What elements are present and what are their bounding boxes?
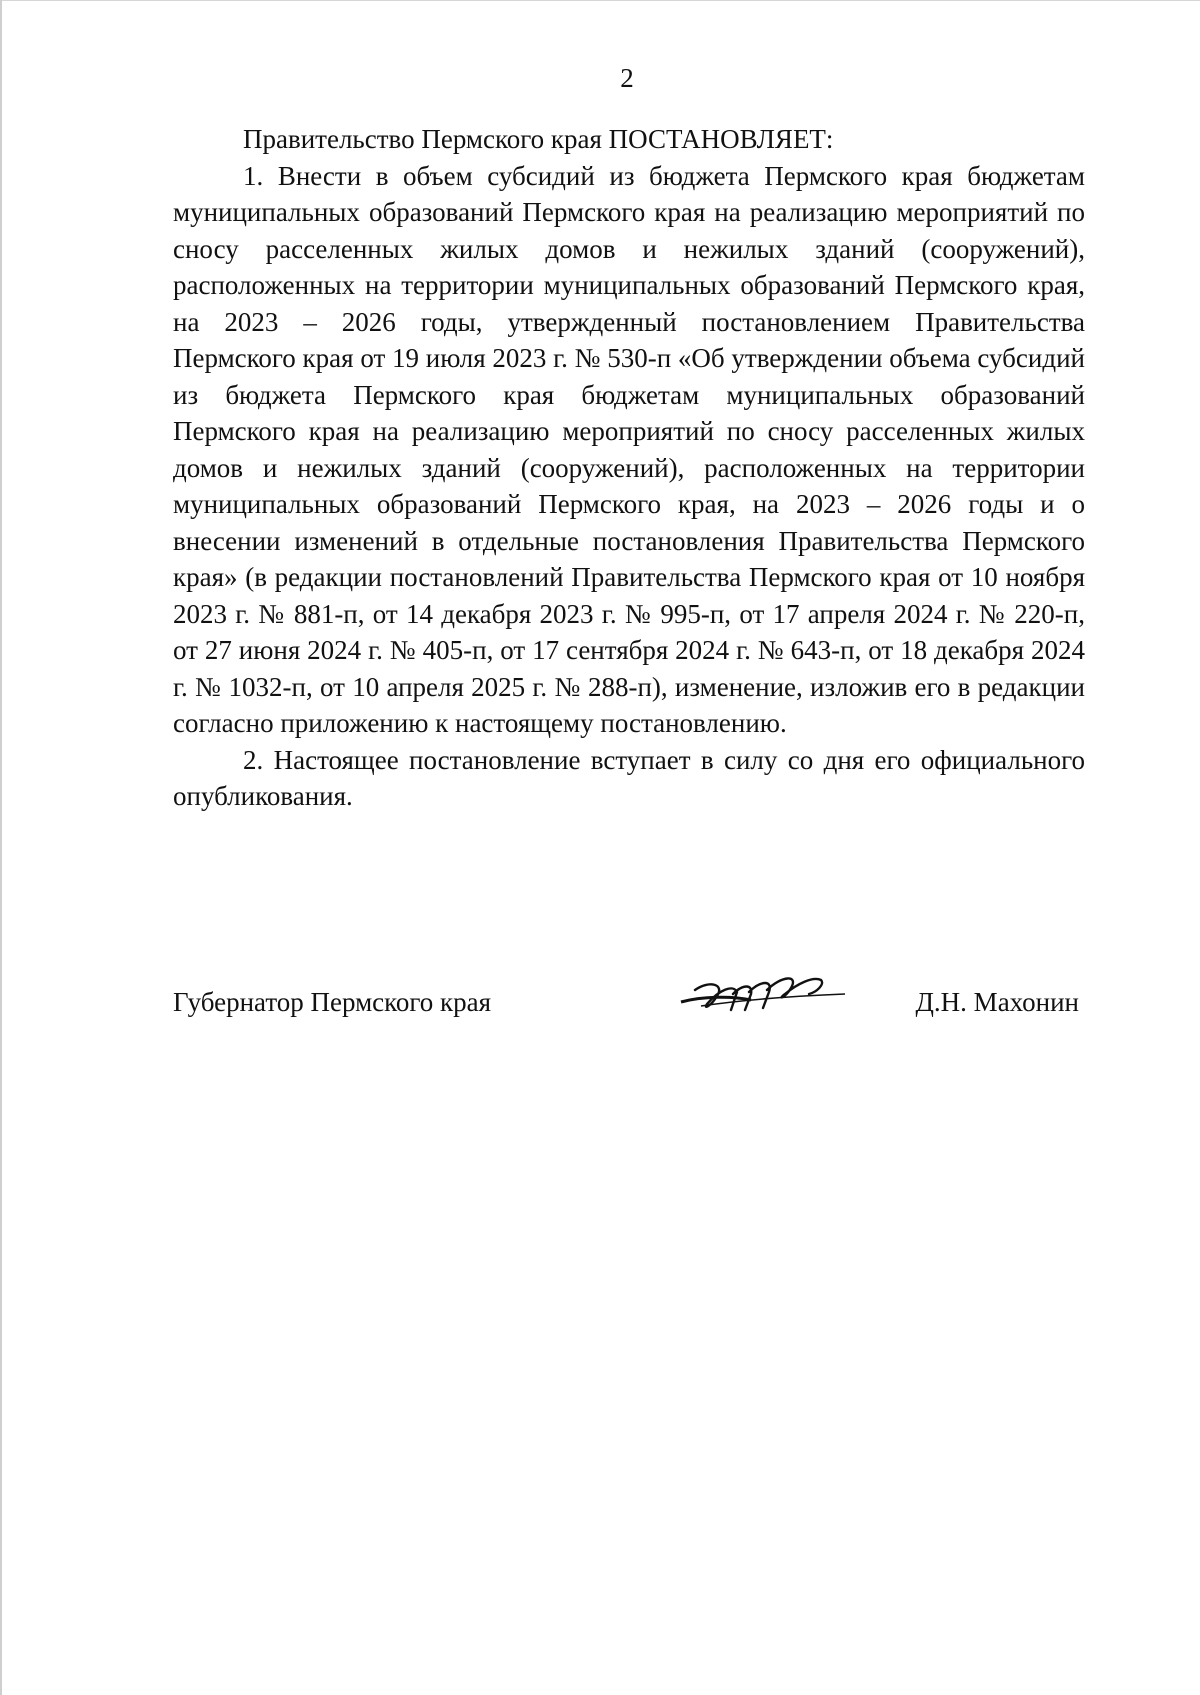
signatory-name: Д.Н. Махонин: [915, 987, 1079, 1017]
handwritten-signature-icon: [673, 966, 853, 1026]
resolution-heading: Правительство Пермского края ПОСТАНОВЛЯЕТ:: [243, 124, 834, 154]
clause-1: 1. Внести в объем субсидий из бюджета Пермского края бюджетам муниципальных образований Пермского края на реализацию мероприятий по сносу расселенных жилых домов и нежилых зданий (сооружений), расположенных на территории муниципальных образований Пермского края, на 2023 – 2026 годы, утвержденный постановлением Правительства Пермского края от 19 июля 2023 г. № 530-п «Об утверждении объема субсидий из бюджета Пермского края бюджетам муниципальных образований Пермского края на реализацию мероприятий по сносу расселенных жилых домов и нежилых зданий (сооружений), расположенных на территории муниципальных образований Пермского края, на 2023 – 2026 годы и о внесении изменений в отдельные постановления Правительства Пермского края» (в редакции постановлений Правительства Пермского края от 10 ноября 2023 г. № 881-п, от 14 декабря 2023 г. № 995-п, от 17 апреля 2024 г. № 220-п, от 27 июня 2024 г. № 405-п, от 17 сентября 2024 г. № 643-п, от 18 декабря 2024 г. № 1032-п, от 10 апреля 2025 г. № 288-п), изменение, изложив его в редакции согласно приложению к настоящему постановлению.: [173, 160, 1085, 738]
page-number: 2: [620, 63, 634, 93]
clause-2: 2. Настоящее постановление вступает в силу со дня его официального опубликования.: [173, 744, 1085, 811]
signature-block: [173, 980, 1079, 1024]
decree-body: [173, 121, 1085, 815]
signatory-title: Губернатор Пермского края: [173, 987, 492, 1017]
scan-border-top: [0, 0, 1200, 1]
scan-border-left: [0, 0, 2, 1695]
